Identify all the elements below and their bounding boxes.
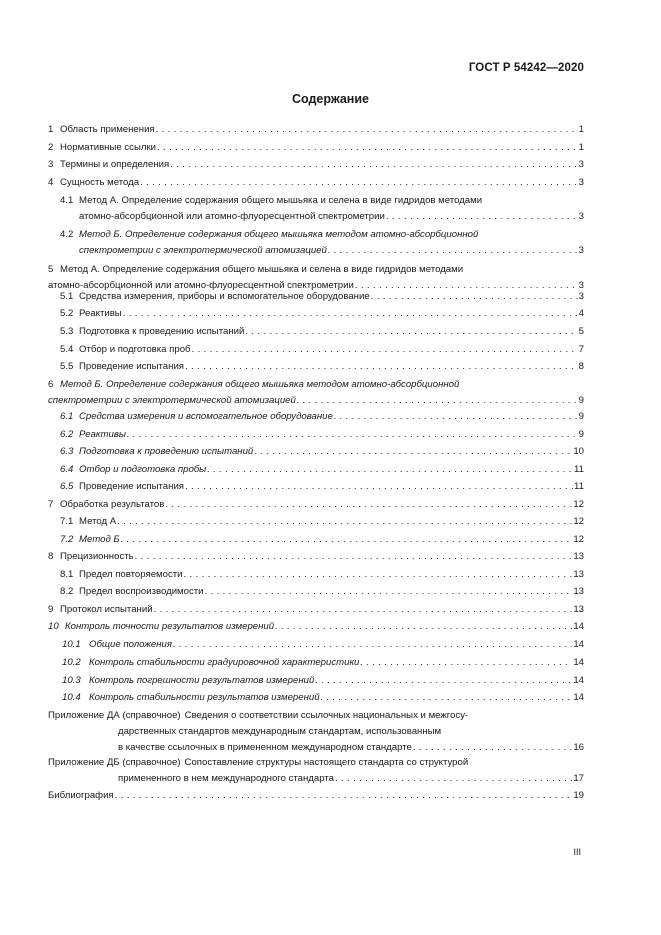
toc-page: 12 — [573, 516, 584, 527]
toc-entry[interactable] — [60, 359, 584, 375]
toc-entry[interactable] — [60, 306, 584, 322]
toc-leader — [117, 514, 572, 530]
toc-page: 13 — [573, 551, 584, 562]
toc-text: Проведение испытания — [79, 481, 184, 492]
toc-text: Метод А — [79, 516, 117, 527]
toc-number: 4.1 — [60, 195, 74, 206]
toc-text: Средства измерения и вспомогательное оборудование — [79, 411, 333, 422]
toc-entry[interactable] — [60, 462, 584, 478]
toc-text: Область применения — [60, 124, 155, 135]
toc-number: 2 — [48, 142, 54, 153]
toc-number: 10.4 — [62, 692, 81, 703]
page-header: ГОСТ Р 54242—2020 — [468, 62, 584, 74]
toc-text: Термины и определения — [60, 159, 170, 170]
toc-entry[interactable] — [48, 549, 584, 565]
toc-number: 6.2 — [60, 429, 74, 440]
toc-text: Метод Б. Определение содержания общего мышьяка методом атомно-абсорбционной — [60, 379, 460, 390]
toc-text: Сведения о соответствии ссылочных национальных и межгосу- — [184, 710, 469, 721]
toc-leader — [275, 619, 572, 635]
toc-text: Общие положения — [89, 639, 172, 650]
toc-leader — [115, 788, 573, 804]
toc-text: Реактивы — [79, 308, 122, 319]
toc-entry[interactable] — [60, 584, 584, 600]
toc-page: 14 — [573, 657, 584, 668]
toc-leader — [157, 140, 578, 156]
toc-page: 13 — [573, 586, 584, 597]
page-title: Содержание — [291, 92, 369, 106]
toc-number: 1 — [48, 124, 54, 135]
toc-appendix-da[interactable] — [48, 708, 584, 756]
toc-page: 9 — [578, 395, 584, 406]
toc-leader — [192, 342, 578, 358]
toc-text: Подготовка к проведению испытаний — [79, 446, 254, 457]
toc-entry[interactable] — [60, 342, 584, 358]
toc-entry[interactable] — [60, 289, 584, 305]
toc-text: Сопоставление структуры настоящего стандарта со структурой — [184, 757, 469, 768]
toc-text: Метод А. Определение содержания общего мышьяка и селена в виде гидридов методами — [79, 195, 483, 206]
toc-leader — [156, 122, 578, 138]
toc-text: Протокол испытаний — [60, 604, 153, 615]
toc-leader — [334, 409, 578, 425]
toc-page: 1 — [578, 142, 584, 153]
toc-leader — [328, 243, 578, 259]
toc-page: 9 — [578, 429, 584, 440]
toc-entry[interactable] — [60, 427, 584, 443]
toc-page: 3 — [578, 245, 584, 256]
toc-page: 14 — [573, 639, 584, 650]
toc-text: в качестве ссылочных в примененном международном стандарте — [118, 742, 412, 753]
toc-text: примененного в нем международного стандарта — [118, 773, 334, 784]
toc-number: 5.2 — [60, 308, 74, 319]
toc-number: 8.2 — [60, 586, 74, 597]
toc-leader — [173, 637, 572, 653]
toc-number: 5.4 — [60, 344, 74, 355]
toc-page: 3 — [578, 159, 584, 170]
toc-text: Прецизионность — [60, 551, 134, 562]
toc-entry[interactable] — [48, 140, 584, 156]
toc-text: атомно-абсорбционной или атомно-флуоресцентной спектрометрии — [79, 211, 385, 222]
toc-entry[interactable] — [48, 602, 584, 618]
toc-number: 6 — [48, 379, 54, 390]
toc-leader — [185, 359, 578, 375]
toc-text: Предел воспроизводимости — [79, 586, 204, 597]
toc-text: Нормативные ссылки — [60, 142, 157, 153]
toc-page: 8 — [578, 361, 584, 372]
toc-page: 4 — [578, 308, 584, 319]
toc-text: Метод Б. Определение содержания общего мышьяка методом атомно-абсорбционной — [79, 229, 479, 240]
toc-number: 4 — [48, 177, 54, 188]
toc-page: 14 — [573, 692, 584, 703]
appendix-label: Приложение ДБ (справочное) — [48, 757, 181, 768]
toc-number: 10.2 — [62, 657, 81, 668]
toc-entry[interactable] — [60, 514, 584, 530]
toc-number: 10 — [48, 621, 59, 632]
toc-entry[interactable] — [62, 637, 584, 653]
toc-text: спектрометрии с электротермической атомизацией — [48, 395, 296, 406]
toc-number: 5.3 — [60, 326, 74, 337]
toc-page: 5 — [578, 326, 584, 337]
toc-page: 16 — [573, 742, 584, 753]
toc-text: атомно-абсорбционной или атомно-флуоресцентной спектрометрии — [48, 280, 354, 291]
toc-entry[interactable] — [60, 532, 584, 548]
toc-text: спектрометрии с электротермической атомизацией — [79, 245, 327, 256]
toc-leader — [154, 602, 573, 618]
toc-entry[interactable] — [48, 619, 584, 635]
toc-page: 13 — [573, 604, 584, 615]
toc-leader — [123, 306, 578, 322]
toc-page: 3 — [578, 280, 584, 291]
toc-page: 3 — [578, 291, 584, 302]
toc-number: 7 — [48, 499, 54, 510]
toc-number: 5.5 — [60, 361, 74, 372]
toc-number: 4.2 — [60, 229, 74, 240]
toc-leader — [185, 479, 573, 495]
toc-text: Контроль точности результатов измерений — [65, 621, 275, 632]
toc-text: Проведение испытания — [79, 361, 184, 372]
toc-number: 7.1 — [60, 516, 74, 527]
toc-text: Библиография — [48, 790, 114, 801]
toc-text: Подготовка к проведению испытаний — [79, 326, 245, 337]
toc-page: 17 — [573, 773, 584, 784]
toc-page: 14 — [573, 675, 584, 686]
toc-entry[interactable] — [60, 193, 584, 225]
toc-number: 8.1 — [60, 569, 74, 580]
toc-text: Метод А. Определение содержания общего мышьяка и селена в виде гидридов методами — [60, 264, 464, 275]
toc-leader — [135, 549, 573, 565]
toc-entry[interactable] — [60, 567, 584, 583]
toc-leader — [121, 532, 573, 548]
toc-number: 6.3 — [60, 446, 74, 457]
toc-bibliography[interactable] — [48, 788, 584, 804]
toc-text: Предел повторяемости — [79, 569, 183, 580]
toc-entry[interactable] — [48, 377, 584, 409]
toc-number: 10.1 — [62, 639, 81, 650]
toc-entry[interactable] — [60, 479, 584, 495]
toc-number: 9 — [48, 604, 54, 615]
toc-text: Сущность метода — [60, 177, 140, 188]
toc-number: 5 — [48, 264, 54, 275]
toc-text: Контроль стабильности результатов измерений — [89, 692, 320, 703]
toc-leader — [140, 175, 578, 191]
toc-leader — [335, 771, 572, 787]
toc-leader — [165, 497, 572, 513]
toc-text: Средства измерения, приборы и вспомогательное оборудование — [79, 291, 370, 302]
toc-entry[interactable] — [60, 324, 584, 340]
toc-entry[interactable] — [60, 409, 584, 425]
toc-number: 6.4 — [60, 464, 74, 475]
toc-entry[interactable] — [62, 655, 584, 671]
toc-leader — [321, 690, 573, 706]
toc-entry[interactable] — [48, 175, 584, 191]
toc-leader — [184, 567, 573, 583]
toc-entry[interactable] — [48, 497, 584, 513]
toc-number: 10.3 — [62, 675, 81, 686]
toc-entry[interactable] — [62, 690, 584, 706]
toc-leader — [245, 324, 577, 340]
toc-page: 7 — [578, 344, 584, 355]
toc-leader — [413, 740, 573, 756]
toc-leader — [170, 157, 577, 173]
toc-text: Контроль стабильности градуировочной характеристики — [89, 657, 360, 668]
toc-entry[interactable] — [48, 122, 584, 138]
toc-page: 12 — [573, 499, 584, 510]
toc-leader — [360, 655, 572, 671]
toc-entry[interactable] — [62, 673, 584, 689]
toc-text: Отбор и подготовка пробы — [79, 464, 207, 475]
toc-number: 5.1 — [60, 291, 74, 302]
toc-text: Метод Б — [79, 534, 120, 545]
toc-text: Контроль погрешности результатов измерений — [89, 675, 315, 686]
toc-leader — [205, 584, 573, 600]
toc-page: 12 — [573, 534, 584, 545]
toc-leader — [127, 427, 578, 443]
toc-text: Реактивы — [79, 429, 126, 440]
page-number: III — [573, 847, 581, 857]
appendix-label: Приложение ДА (справочное) — [48, 710, 181, 721]
toc-number: 8 — [48, 551, 54, 562]
toc-page: 13 — [573, 569, 584, 580]
toc-leader — [297, 393, 578, 409]
toc-leader — [386, 209, 578, 225]
toc-leader — [254, 444, 572, 460]
toc-leader — [315, 673, 572, 689]
toc-page: 14 — [573, 621, 584, 632]
toc-page: 3 — [578, 211, 584, 222]
toc-text: дарственных стандартов международным стандартам, использованным — [118, 726, 442, 737]
toc-leader — [207, 462, 573, 478]
toc-number: 7.2 — [60, 534, 74, 545]
toc-leader — [371, 289, 578, 305]
toc-number: 6.1 — [60, 411, 74, 422]
toc-entry[interactable] — [60, 227, 584, 259]
toc-page: 11 — [574, 464, 584, 475]
toc-text: Отбор и подготовка проб — [79, 344, 191, 355]
toc-page: 19 — [573, 790, 584, 801]
toc-page: 1 — [578, 124, 584, 135]
toc-page: 11 — [574, 481, 584, 492]
toc-page: 10 — [573, 446, 584, 457]
toc-entry[interactable] — [48, 157, 584, 173]
toc-number: 6.5 — [60, 481, 74, 492]
toc-number: 3 — [48, 159, 54, 170]
toc-text: Обработка результатов — [60, 499, 165, 510]
toc-entry[interactable] — [60, 444, 584, 460]
toc-page: 9 — [578, 411, 584, 422]
toc-appendix-db[interactable] — [48, 755, 584, 787]
toc-page: 3 — [578, 177, 584, 188]
